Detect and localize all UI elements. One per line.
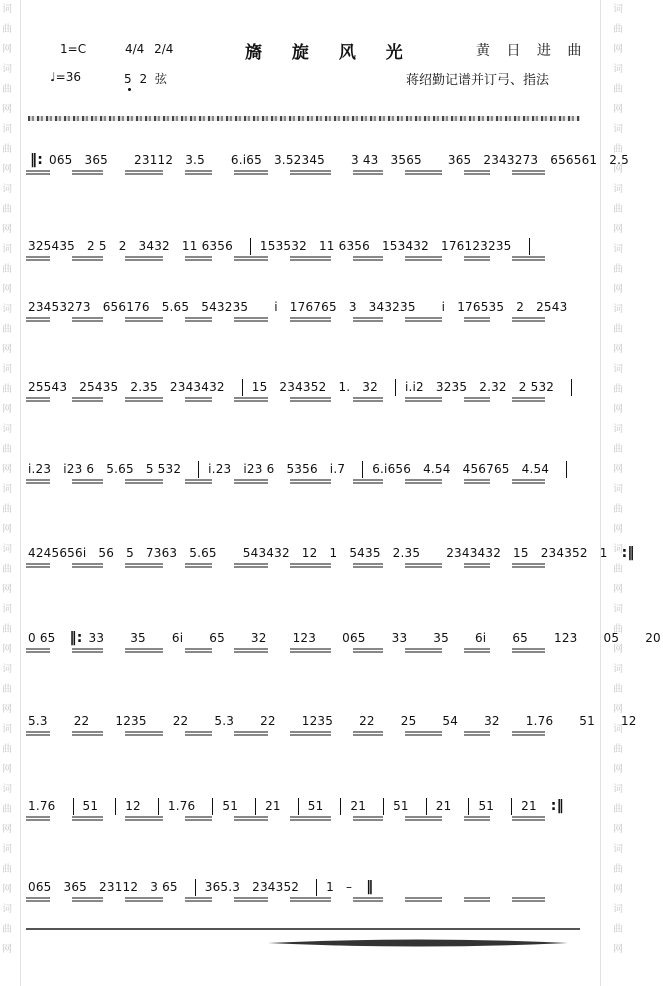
watermark-glyph: 网	[613, 104, 623, 115]
barline	[115, 798, 116, 815]
note-group: 22	[359, 714, 375, 728]
watermark-glyph: 词	[613, 844, 623, 855]
watermark-glyph: 曲	[613, 324, 623, 335]
note-group: 23112	[134, 153, 174, 167]
note-group: 22	[260, 714, 276, 728]
note-group: 656176	[102, 300, 150, 314]
score-line	[26, 297, 586, 317]
score-line	[26, 877, 586, 897]
note-group: i.i2	[404, 380, 424, 394]
barline	[468, 798, 469, 815]
watermark-glyph: 曲	[613, 204, 623, 215]
note-group: 6i	[171, 631, 184, 645]
note-group: 56	[98, 546, 115, 560]
note-group: 35	[130, 631, 146, 645]
final-barline: ‖	[366, 879, 374, 895]
watermark-glyph: 网	[2, 824, 12, 835]
watermark-glyph: 词	[613, 544, 623, 555]
note-group: 1.76	[525, 714, 554, 728]
note-group: 1.76	[167, 799, 196, 813]
note-group: 543235	[201, 300, 249, 314]
note-group: 3235	[435, 380, 468, 394]
footer-rule	[26, 928, 580, 930]
barline	[426, 798, 427, 815]
note-group: –	[345, 880, 353, 894]
watermark-glyph: 曲	[2, 504, 12, 515]
barline	[316, 879, 317, 896]
repeat-sign: ‖:	[30, 152, 43, 168]
note-group: 2343273	[483, 153, 539, 167]
note-group: 22	[73, 714, 90, 728]
note-group: 5 532	[145, 462, 182, 476]
watermark-glyph: 曲	[613, 384, 623, 395]
watermark-glyph: 曲	[2, 84, 12, 95]
watermark-glyph: 网	[2, 104, 12, 115]
note-group: 543432	[242, 546, 290, 560]
beam-lines	[26, 255, 574, 263]
watermark-glyph: 网	[2, 524, 12, 535]
note-group: i	[441, 300, 446, 314]
watermark-glyph: 词	[2, 4, 12, 15]
watermark-glyph: 曲	[2, 924, 12, 935]
note-group: 51	[478, 799, 495, 813]
note-group: 65	[209, 631, 225, 645]
score-line	[26, 796, 586, 816]
watermark-glyph: 曲	[2, 744, 12, 755]
note-group: 6i	[474, 631, 487, 645]
note-group: 6.i65	[230, 153, 262, 167]
note-group: 3.5	[185, 153, 205, 167]
note-group: 234352	[252, 880, 300, 894]
barline	[340, 798, 341, 815]
note-group: i	[274, 300, 278, 314]
beam-lines	[26, 562, 574, 570]
note-group: 1	[599, 546, 608, 560]
watermark-glyph: 词	[613, 784, 623, 795]
watermark-glyph: 曲	[613, 24, 623, 35]
watermark-glyph: 词	[2, 664, 12, 675]
watermark-glyph: 网	[2, 164, 12, 175]
watermark-glyph: 网	[613, 884, 623, 895]
note-group: 5.3	[214, 714, 235, 728]
watermark-glyph: 网	[613, 764, 623, 775]
note-group: 11 6356	[181, 239, 233, 253]
watermark-glyph: 词	[613, 904, 623, 915]
note-group: 3565	[390, 153, 422, 167]
score-line	[26, 543, 635, 563]
beam-lines	[26, 647, 574, 655]
watermark-glyph: 曲	[613, 144, 623, 155]
watermark-glyph: 曲	[2, 624, 12, 635]
watermark-glyph: 词	[613, 364, 623, 375]
watermark-glyph: 曲	[2, 444, 12, 455]
note-group: 22	[172, 714, 189, 728]
barline	[383, 798, 384, 815]
string-tuning: 5 2 弦	[124, 72, 167, 86]
watermark-glyph: 词	[2, 64, 12, 75]
watermark-glyph: 网	[613, 164, 623, 175]
note-group: 5	[126, 546, 134, 560]
watermark-glyph: 网	[613, 584, 623, 595]
note-group: 176535	[457, 300, 505, 314]
note-group: 0 65	[28, 631, 56, 645]
key-signature: 1=C	[60, 42, 87, 56]
note-group: 153532	[259, 239, 307, 253]
watermark-glyph: 词	[2, 424, 12, 435]
watermark-glyph: 词	[613, 184, 623, 195]
note-group: 5435	[349, 546, 381, 560]
note-group: 51	[307, 799, 324, 813]
score-line	[26, 377, 586, 397]
watermark-glyph: 网	[613, 704, 623, 715]
note-group: 51	[222, 799, 239, 813]
watermark-glyph: 曲	[613, 444, 623, 455]
note-group: 3432	[138, 239, 170, 253]
watermark-glyph: 词	[2, 604, 12, 615]
note-group: 3 65	[150, 880, 178, 894]
watermark-column-left	[0, 0, 14, 986]
watermark-glyph: 网	[2, 764, 12, 775]
note-group: 4.54	[423, 462, 451, 476]
note-group: 2.35	[392, 546, 421, 560]
barline	[158, 798, 159, 815]
barline	[529, 238, 530, 255]
note-group: 15	[251, 380, 268, 394]
score-line	[26, 236, 586, 256]
watermark-glyph: 词	[2, 724, 12, 735]
note-group: 25	[400, 714, 417, 728]
watermark-glyph: 曲	[613, 804, 623, 815]
watermark-glyph: 网	[613, 44, 623, 55]
beam-lines	[26, 730, 574, 738]
watermark-glyph: 曲	[2, 324, 12, 335]
note-group: i.7	[329, 462, 346, 476]
note-group: 1	[329, 546, 338, 560]
note-group: 2543	[536, 300, 568, 314]
note-group: 365.3	[204, 880, 241, 894]
watermark-glyph: 网	[2, 284, 12, 295]
beam-lines	[26, 815, 574, 823]
barline	[212, 798, 213, 815]
watermark-glyph: 词	[2, 304, 12, 315]
score-line	[26, 628, 661, 648]
note-group: 3 43	[351, 153, 379, 167]
note-group: 1235	[301, 714, 334, 728]
watermark-glyph: 词	[613, 724, 623, 735]
watermark-glyph: 网	[2, 704, 12, 715]
barline	[298, 798, 299, 815]
note-group: 5.65	[106, 462, 134, 476]
note-group: 32	[250, 631, 267, 645]
watermark-glyph: 词	[2, 784, 12, 795]
note-group: 23453273	[28, 300, 91, 314]
watermark-glyph: 词	[613, 484, 623, 495]
note-group: 365	[447, 153, 472, 167]
watermark-glyph: 词	[2, 904, 12, 915]
watermark-glyph: 词	[2, 484, 12, 495]
note-group: 153432	[381, 239, 429, 253]
barline	[255, 798, 256, 815]
watermark-glyph: 词	[613, 124, 623, 135]
note-group: 2	[118, 239, 127, 253]
note-group: i.23	[208, 462, 232, 476]
repeat-sign: :‖	[550, 798, 564, 814]
watermark-glyph: 网	[2, 944, 12, 955]
note-group: 123	[292, 631, 317, 645]
note-group: 2 532	[518, 380, 555, 394]
note-group: i23 6	[243, 462, 275, 476]
note-group: 51	[393, 799, 409, 813]
repeat-sign: :‖	[621, 545, 635, 561]
barline	[198, 461, 199, 478]
score-title: 旖 旋 风 光	[245, 43, 415, 63]
watermark-glyph: 曲	[2, 264, 12, 275]
note-group: 2 5	[87, 239, 107, 253]
footer-swoosh	[268, 938, 568, 948]
note-group: 2343432	[169, 380, 225, 394]
watermark-glyph: 网	[613, 944, 623, 955]
watermark-glyph: 词	[613, 424, 623, 435]
note-group: 15	[513, 546, 529, 560]
note-group: 51	[579, 714, 595, 728]
watermark-glyph: 词	[613, 4, 623, 15]
note-group: 25543	[28, 380, 68, 394]
watermark-glyph: 网	[2, 464, 12, 475]
watermark-glyph: 词	[2, 844, 12, 855]
watermark-glyph: 网	[2, 584, 12, 595]
note-group: 123	[554, 631, 578, 645]
note-group: 32	[362, 380, 378, 394]
watermark-glyph: 网	[613, 224, 623, 235]
watermark-glyph: 网	[613, 464, 623, 475]
note-group: 3.52345	[273, 153, 325, 167]
watermark-glyph: 词	[613, 244, 623, 255]
watermark-glyph: 曲	[613, 684, 623, 695]
note-group: 5356	[286, 462, 318, 476]
octave-dot	[128, 88, 131, 91]
note-group: 1	[326, 880, 334, 894]
watermark-glyph: 曲	[613, 924, 623, 935]
repeat-sign: ‖:	[69, 630, 83, 646]
score-line	[26, 150, 629, 170]
watermark-glyph: 曲	[2, 204, 12, 215]
note-group: 065	[342, 631, 366, 645]
note-group: 33	[88, 631, 105, 645]
watermark-glyph: 网	[2, 884, 12, 895]
note-group: 1.76	[28, 799, 56, 813]
note-group: i.23	[28, 462, 52, 476]
watermark-glyph: 词	[2, 544, 12, 555]
note-group: 1.	[338, 380, 351, 394]
time-signature: 4/4 2/4	[125, 42, 174, 56]
watermark-glyph: 网	[2, 644, 12, 655]
note-group: 05	[603, 631, 620, 645]
barline	[250, 238, 251, 255]
note-group: 65	[512, 631, 529, 645]
notator-credit: 蒋绍勤记谱并订弓、指法	[406, 73, 550, 88]
watermark-glyph: 曲	[2, 864, 12, 875]
note-group: 21	[521, 799, 537, 813]
watermark-glyph: 网	[2, 224, 12, 235]
barline	[362, 461, 363, 478]
watermark-glyph: 网	[613, 404, 623, 415]
watermark-glyph: 词	[613, 604, 623, 615]
margin-rule-right	[600, 0, 601, 986]
watermark-glyph: 曲	[2, 144, 12, 155]
note-group: 234352	[540, 546, 588, 560]
note-group: 365	[63, 880, 88, 894]
note-group: 12	[125, 799, 141, 813]
watermark-column-right	[611, 0, 625, 986]
beam-lines	[26, 478, 574, 486]
note-group: 365	[84, 153, 109, 167]
barline	[511, 798, 512, 815]
watermark-glyph: 曲	[613, 504, 623, 515]
barline	[571, 379, 572, 396]
note-group: 1235	[115, 714, 147, 728]
note-group: 2.35	[130, 380, 158, 394]
note-group: i23 6	[63, 462, 95, 476]
watermark-glyph: 词	[613, 304, 623, 315]
note-group: 2.5	[609, 153, 629, 167]
watermark-glyph: 网	[2, 404, 12, 415]
watermark-glyph: 网	[613, 344, 623, 355]
note-group: 5.65	[189, 546, 217, 560]
barline	[395, 379, 396, 396]
watermark-glyph: 网	[2, 44, 12, 55]
watermark-glyph: 曲	[613, 264, 623, 275]
note-group: 5.65	[161, 300, 190, 314]
composer-credit: 黄 日 进 曲	[476, 43, 588, 59]
note-group: 12	[301, 546, 318, 560]
note-group: 25435	[79, 380, 119, 394]
note-group: 35	[433, 631, 449, 645]
note-group: 6.i656	[372, 462, 412, 476]
note-group: 12	[620, 714, 637, 728]
watermark-glyph: 曲	[613, 84, 623, 95]
barline	[195, 879, 196, 896]
watermark-glyph: 网	[613, 824, 623, 835]
note-group: 065	[49, 153, 73, 167]
note-group: 325435	[28, 239, 76, 253]
watermark-glyph: 网	[613, 644, 623, 655]
watermark-glyph: 曲	[613, 564, 623, 575]
note-group: 5.3	[28, 714, 48, 728]
note-group: 456765	[462, 462, 510, 476]
note-group: 2343432	[446, 546, 502, 560]
watermark-glyph: 网	[2, 344, 12, 355]
watermark-glyph: 曲	[2, 24, 12, 35]
watermark-glyph: 曲	[613, 864, 623, 875]
watermark-glyph: 网	[613, 284, 623, 295]
note-group: 2	[516, 300, 525, 314]
barline	[566, 461, 567, 478]
note-group: 21	[350, 799, 367, 813]
note-group: 21	[435, 799, 452, 813]
note-group: 23112	[99, 880, 139, 894]
note-group: 20	[645, 631, 661, 645]
note-group: 21	[265, 799, 281, 813]
margin-rule-left	[20, 0, 21, 986]
header-divider	[28, 116, 580, 121]
beam-lines	[26, 896, 574, 904]
watermark-glyph: 曲	[2, 384, 12, 395]
barline	[242, 379, 243, 396]
barline	[73, 798, 74, 815]
note-group: 176765	[289, 300, 337, 314]
note-group: 51	[82, 799, 99, 813]
watermark-glyph: 网	[613, 524, 623, 535]
watermark-glyph: 曲	[2, 564, 12, 575]
note-group: 3	[348, 300, 357, 314]
note-group: 7363	[145, 546, 178, 560]
beam-lines	[26, 396, 574, 404]
note-group: 54	[442, 714, 459, 728]
score-line	[26, 711, 637, 731]
note-group: 4.54	[521, 462, 550, 476]
note-group: 2.32	[479, 380, 507, 394]
watermark-glyph: 词	[2, 244, 12, 255]
note-group: 065	[28, 880, 52, 894]
watermark-glyph: 词	[2, 184, 12, 195]
note-group: 343235	[368, 300, 416, 314]
note-group: 656561	[550, 153, 598, 167]
watermark-glyph: 词	[2, 124, 12, 135]
note-group: 11 6356	[318, 239, 370, 253]
watermark-glyph: 词	[613, 64, 623, 75]
note-group: 4245656i	[28, 546, 87, 560]
watermark-glyph: 曲	[2, 804, 12, 815]
tempo-marking: ♩=36	[50, 70, 81, 84]
watermark-glyph: 词	[613, 664, 623, 675]
note-group: 33	[391, 631, 408, 645]
watermark-glyph: 词	[2, 364, 12, 375]
note-group: 176123235	[440, 239, 512, 253]
note-group: 234352	[279, 380, 327, 394]
beam-lines	[26, 316, 574, 324]
watermark-glyph: 曲	[613, 744, 623, 755]
beam-lines	[26, 169, 574, 177]
score-line	[26, 459, 586, 479]
note-group: 32	[484, 714, 500, 728]
watermark-glyph: 曲	[2, 684, 12, 695]
watermark-glyph: 曲	[613, 624, 623, 635]
